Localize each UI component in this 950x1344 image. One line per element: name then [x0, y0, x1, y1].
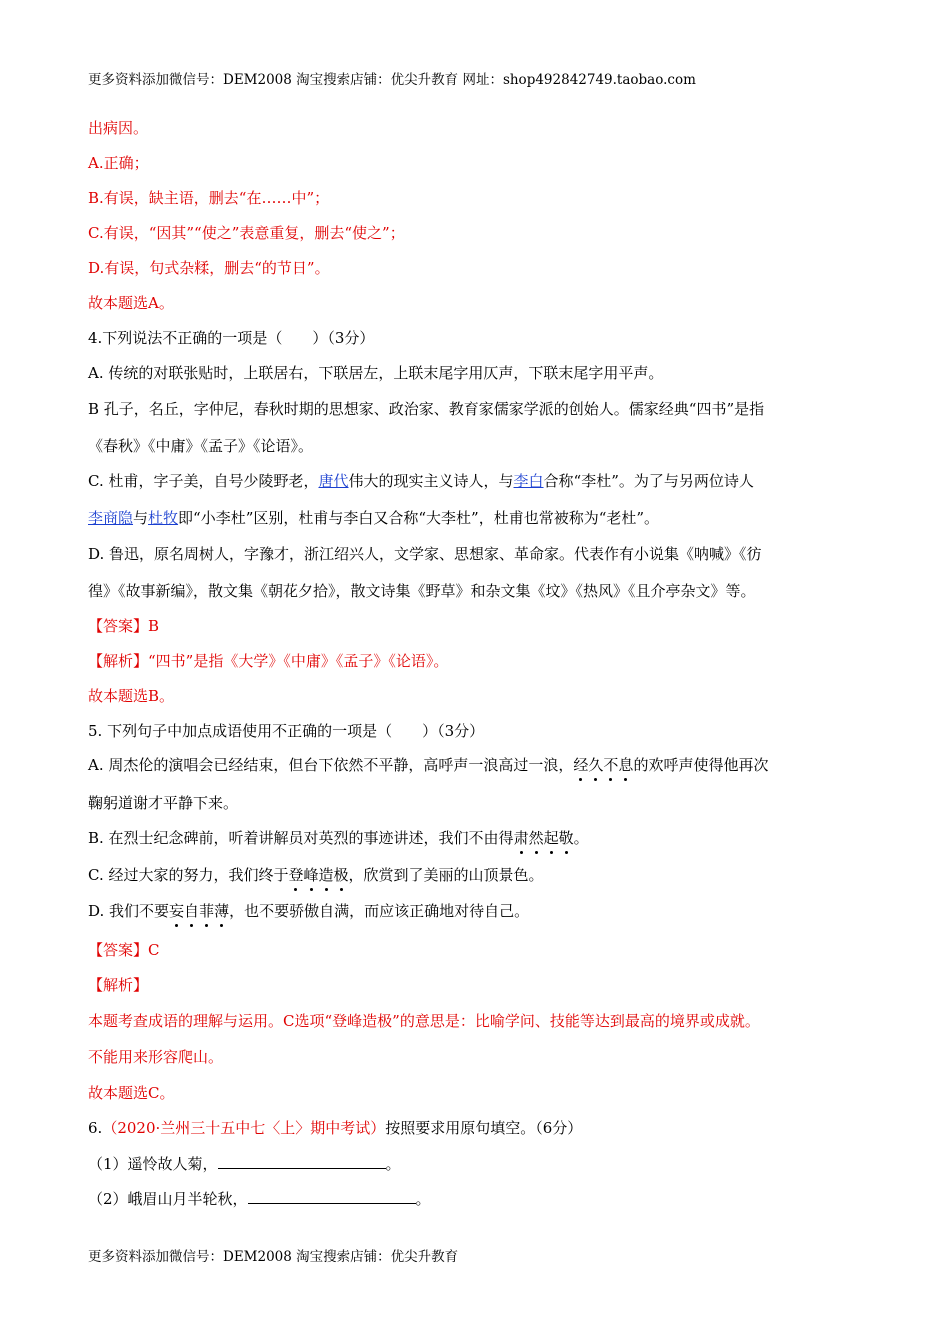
q5-option-c: [88, 865, 544, 885]
q5-analysis-label: 【解析】: [88, 976, 149, 994]
q4-option-c-line2: [88, 508, 659, 528]
q6-source: （2020·兰州三十五中七〈上〉期中考试）: [102, 1119, 386, 1137]
q4-c-text: 即“小李杜”区别，杜甫与李白又合称“大李杜”，杜甫也常被称为“老杜”。: [178, 509, 660, 527]
page-footer: 更多资料添加微信号：DEM2008 淘宝搜索店铺：优尖升教育: [88, 1249, 459, 1265]
q4-option-b-line1: B 孔子，名丘，字仲尼，春秋时期的思想家、政治家、教育家儒家学派的创始人。儒家经典“四书”是指: [88, 400, 765, 418]
q3-explanation-tail: 出病因。: [88, 119, 149, 137]
q6-item-1-end: 。: [385, 1155, 401, 1173]
q6-item-1-blank[interactable]: [218, 1153, 386, 1169]
emphasis-dot-char: 然: [528, 829, 544, 847]
q5-analysis-line2: 不能用来形容爬山。: [88, 1048, 224, 1066]
emphasis-dot-char: 肃: [513, 829, 529, 847]
q3-option-b-note: B.有误，缺主语，删去“在……中”；: [88, 189, 330, 207]
emphasis-dot-char: 造: [318, 866, 334, 884]
q5-option-a-line1: [88, 755, 768, 775]
emphasis-dot-char: 不: [603, 756, 619, 774]
emphasis-dot-char: 薄: [214, 902, 230, 920]
q5-d-text: ，也不要骄傲自满，而应该正确地对待自己。: [229, 902, 530, 920]
q4-analysis: 【解析】“四书”是指《大学》《中庸》《孟子》《论语》。: [88, 652, 449, 670]
q6-item-2: [88, 1188, 431, 1209]
q5-b-text: B. 在烈士纪念碑前，听着讲解员对英烈的事迹讲述，我们不由得: [88, 829, 514, 847]
q5-stem: 5. 下列句子中加点成语使用不正确的一项是（ ）（3分）: [88, 722, 485, 740]
q5-d-idiom: [169, 902, 229, 920]
q6-item-2-blank[interactable]: [248, 1188, 416, 1204]
emphasis-dot-char: 登: [288, 866, 304, 884]
page-header: 更多资料添加微信号：DEM2008 淘宝搜索店铺：优尖升教育 网址：shop492842749.taobao.com: [88, 72, 696, 88]
emphasis-dot-char: 妄: [169, 902, 185, 920]
q5-option-a-line2: 鞠躬道谢才平静下来。: [88, 794, 239, 812]
emphasis-dot-char: 起: [543, 829, 559, 847]
q5-a-text: 的欢呼声使得他再次: [633, 756, 769, 774]
q6-item-1: [88, 1153, 401, 1174]
q5-b-text: 。: [573, 829, 589, 847]
q6-instruction: 按照要求用原句填空。（6分）: [385, 1119, 583, 1137]
q3-conclusion: 故本题选A。: [88, 294, 174, 312]
q6-number: 6.: [88, 1119, 103, 1137]
link-li-bai[interactable]: 李白: [513, 472, 544, 490]
q4-stem: 4.下列说法不正确的一项是（ ）（3分）: [88, 329, 375, 347]
emphasis-dot-char: 极: [333, 866, 349, 884]
emphasis-dot-char: 峰: [303, 866, 319, 884]
q4-option-d-line1: D. 鲁迅，原名周树人，字豫才，浙江绍兴人，文学家、思想家、革命家。代表作有小说集《呐喊》《彷: [88, 545, 762, 563]
q6-item-2-text: （2）峨眉山月半轮秋，: [88, 1190, 248, 1208]
q5-conclusion: 故本题选C。: [88, 1084, 175, 1102]
q4-c-text: C. 杜甫，字子美，自号少陵野老，: [88, 472, 319, 490]
emphasis-dot-char: 菲: [199, 902, 215, 920]
emphasis-dot-char: 久: [588, 756, 604, 774]
link-tang-dynasty[interactable]: 唐代: [318, 472, 349, 490]
q5-d-text: D. 我们不要: [88, 902, 170, 920]
q4-option-d-line2: 徨》《故事新编》，散文集《朝花夕拾》，散文诗集《野草》和杂文集《坟》《热风》《且介亭杂文》等。: [88, 582, 756, 600]
emphasis-dot-char: 经: [573, 756, 589, 774]
q4-c-text: 与: [133, 509, 149, 527]
q5-b-idiom: [514, 829, 574, 847]
q3-option-d-note: D.有误，句式杂糅，删去“的节日”。: [88, 259, 330, 277]
q5-a-idiom: [573, 756, 633, 774]
emphasis-dot-char: 敬: [558, 829, 574, 847]
q4-conclusion: 故本题选B。: [88, 687, 175, 705]
link-li-shangyin[interactable]: 李商隐: [88, 509, 134, 527]
emphasis-dot-char: 息: [618, 756, 634, 774]
q5-option-d: [88, 901, 529, 921]
q4-c-text: 合称“李杜”。为了与另两位诗人: [543, 472, 754, 490]
q5-c-text: ，欣赏到了美丽的山顶景色。: [348, 866, 544, 884]
q6-item-1-text: （1）遥怜故人菊，: [88, 1155, 218, 1173]
q6-item-2-end: 。: [415, 1190, 431, 1208]
q5-analysis-line1: 本题考查成语的理解与运用。C选项“登峰造极”的意思是：比喻学问、技能等达到最高的境界或成就。: [88, 1012, 760, 1030]
q3-option-c-note: C.有误，“因其”“使之”表意重复，删去“使之”；: [88, 224, 405, 242]
q5-answer: 【答案】C: [88, 941, 160, 959]
q3-option-a-note: A.正确；: [88, 154, 149, 172]
q5-a-text: A. 周杰伦的演唱会已经结束，但台下依然不平静，高呼声一浪高过一浪，: [88, 756, 574, 774]
q4-option-c-line1: [88, 471, 754, 491]
q5-c-idiom: [288, 866, 348, 884]
q4-c-text: 伟大的现实主义诗人，与: [348, 472, 514, 490]
q5-option-b: [88, 828, 589, 848]
q4-option-b-line2: 《春秋》《中庸》《孟子》《论语》。: [88, 437, 314, 455]
link-du-mu[interactable]: 杜牧: [148, 509, 179, 527]
q4-option-a: A. 传统的对联张贴时，上联居右，下联居左，上联末尾字用仄声，下联末尾字用平声。: [88, 364, 664, 382]
emphasis-dot-char: 自: [184, 902, 200, 920]
q4-answer: 【答案】B: [88, 617, 160, 635]
q5-c-text: C. 经过大家的努力，我们终于: [88, 866, 289, 884]
q6-stem: [88, 1118, 582, 1138]
